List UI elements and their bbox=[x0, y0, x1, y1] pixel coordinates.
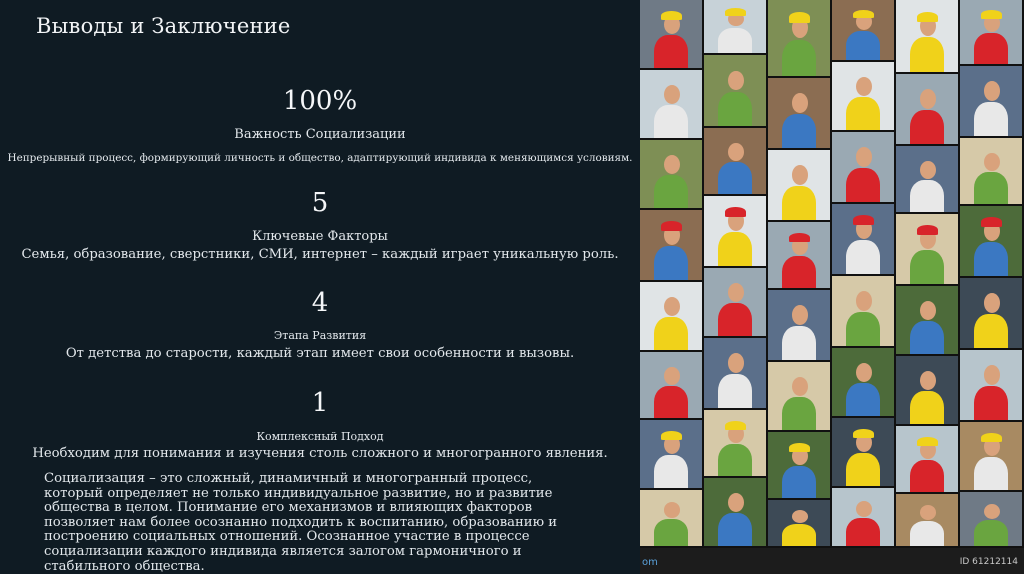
collage-photo-tile bbox=[832, 204, 896, 276]
stat-number-approach: 1 bbox=[311, 388, 329, 418]
collage-photo-tile bbox=[704, 196, 768, 268]
collage-photo-tile bbox=[704, 55, 768, 128]
collage-photo-tile bbox=[640, 490, 704, 548]
collage-photo-tile bbox=[960, 66, 1024, 138]
collage-photo-tile bbox=[960, 206, 1024, 278]
collage-photo-tile bbox=[832, 488, 896, 548]
collage-photo-tile bbox=[896, 286, 960, 356]
collage-photo-tile bbox=[704, 338, 768, 410]
collage-photo-tile bbox=[832, 132, 896, 204]
collage-photo-tile bbox=[704, 268, 768, 338]
collage-photo-tile bbox=[896, 426, 960, 494]
collage-photo-tile bbox=[640, 0, 704, 70]
collage-photo-tile bbox=[896, 356, 960, 426]
stat-description-factors: Семья, образование, сверстники, СМИ, интернет – каждый играет уникальную роль. bbox=[21, 247, 619, 262]
collage-photo-tile bbox=[960, 138, 1024, 206]
collage-photo-tile bbox=[960, 422, 1024, 492]
collage-photo-tile bbox=[832, 348, 896, 418]
collage-photo-tile bbox=[704, 128, 768, 196]
collage-photo-tile bbox=[640, 210, 704, 282]
collage-photo-tile bbox=[832, 276, 896, 348]
collage-photo-tile bbox=[768, 362, 832, 432]
collage-photo-tile bbox=[832, 418, 896, 488]
collage-photo-tile bbox=[768, 500, 832, 548]
collage-photo-tile bbox=[832, 0, 896, 62]
stat-label-stages: Этапа Развития bbox=[273, 329, 367, 342]
stat-number-importance: 100% bbox=[282, 86, 358, 116]
collage-photo-tile bbox=[704, 478, 768, 548]
collage-photo-tile bbox=[960, 0, 1024, 66]
collage-photo-tile bbox=[640, 352, 704, 420]
collage-photo-tile bbox=[768, 150, 832, 222]
collage-photo-tile bbox=[896, 214, 960, 286]
collage-photo-tile bbox=[768, 432, 832, 500]
collage-photo-tile bbox=[960, 492, 1024, 548]
stat-label-importance: Важность Социализации bbox=[234, 127, 406, 142]
stat-description-approach: Необходим для понимания и изучения столь сложного и многогранного явления. bbox=[32, 446, 608, 461]
collage-photo-tile bbox=[768, 290, 832, 362]
stat-description-stages: От детства до старости, каждый этап имеет свои особенности и вызовы. bbox=[65, 346, 575, 361]
photo-id: ID 61212114 bbox=[959, 557, 1018, 567]
collage-photo-tile bbox=[640, 140, 704, 210]
conclusion-paragraph: Социализация – это сложный, динамичный и многогранный процесс, который определяет не только индивидуальное развитие, но и развитие общества в целом. Понимание его механизмов и влияющих факторов позволяет нам более осознанно подходить к воспитанию, образованию и построению социальных отношений. Осознанное участие в процессе социализации каждого индивида является залогом гармоничного и стабильного общества. bbox=[44, 471, 558, 574]
collage-photo-tile bbox=[896, 494, 960, 548]
collage-photo-tile bbox=[768, 0, 832, 78]
collage-photo-tile bbox=[768, 78, 832, 150]
collage-photo-tile bbox=[896, 146, 960, 214]
slide-title: Выводы и Заключение bbox=[36, 14, 291, 38]
photo-footer bbox=[640, 548, 1024, 574]
collage-photo-tile bbox=[960, 278, 1024, 350]
stat-label-factors: Ключевые Факторы bbox=[252, 229, 388, 244]
collage-grid bbox=[640, 0, 1024, 548]
stat-number-stages: 4 bbox=[311, 288, 329, 318]
stat-label-approach: Комплексный Подход bbox=[256, 430, 384, 443]
collage-photo-tile bbox=[640, 420, 704, 490]
photo-footer-watermark: om bbox=[642, 557, 658, 568]
collage-photo-tile bbox=[896, 0, 960, 74]
collage-photo-tile bbox=[704, 0, 768, 55]
stat-description-importance: Непрерывный процесс, формирующий личность и общество, адаптирующий индивида к меняющимся условиям. bbox=[7, 152, 633, 164]
stat-number-factors: 5 bbox=[311, 188, 329, 218]
collage-photo-tile bbox=[832, 62, 896, 132]
collage-photo-tile bbox=[896, 74, 960, 146]
collage-photo-tile bbox=[704, 410, 768, 478]
collage-photo-tile bbox=[768, 222, 832, 290]
collage-photo-tile bbox=[640, 282, 704, 352]
collage-photo-tile bbox=[960, 350, 1024, 422]
workers-photo-collage bbox=[640, 0, 1024, 574]
collage-photo-tile bbox=[640, 70, 704, 140]
